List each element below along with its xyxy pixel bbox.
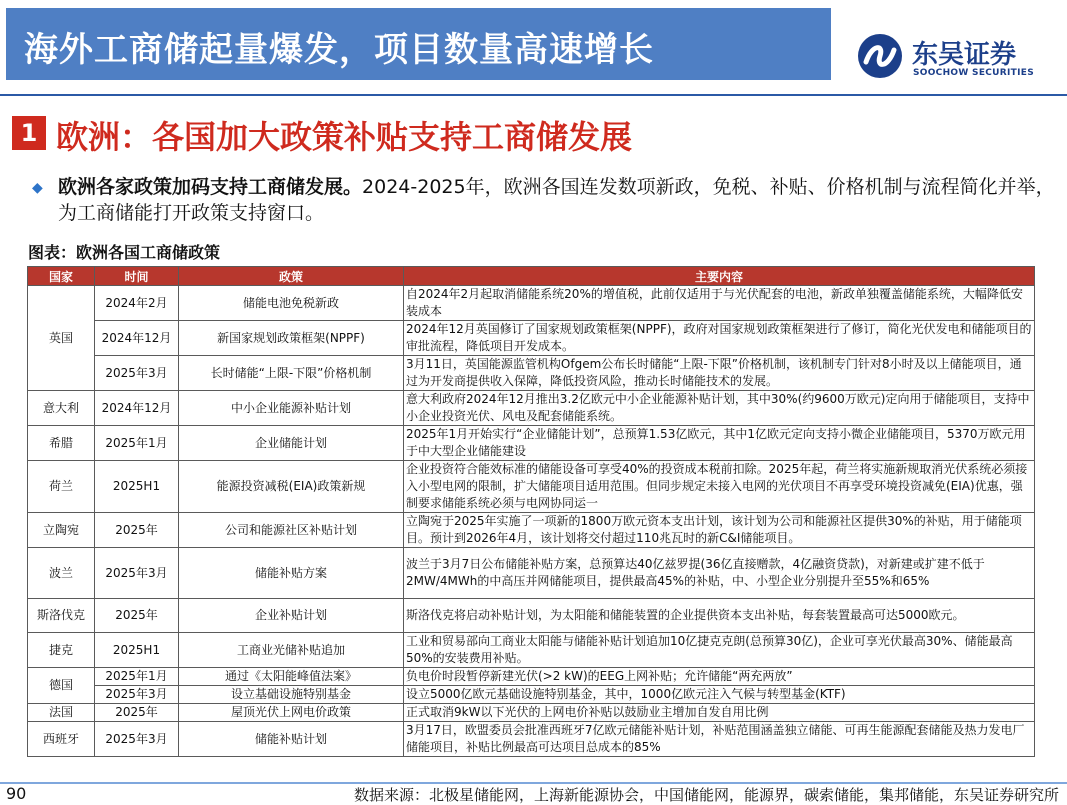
policy-table	[27, 266, 1035, 757]
table-header-row	[28, 267, 1035, 286]
bullet-text: 2024-2025年，欧洲各国连发数项新政，免税、补贴、价格机制与流程简化并举，为工商储能打开政策支持窗口。	[58, 176, 1055, 224]
summary-bullet	[58, 174, 1058, 226]
cell-content: 3月11日，英国能源监管机构Ofgem公布长时储能“上限-下限”价格机制，该机制专门针对8小时及以上储能项目，通过为开发商提供收入保障，降低投资风险，推动长时储能技术的发展。	[404, 356, 1035, 391]
cell-time: 2025年	[95, 513, 179, 548]
table-row	[28, 426, 1035, 461]
data-source: 数据来源：北极星储能网，上海新能源协会，中国储能网，能源界，碳索储能，集邦储能，东吴证券研究所	[353, 786, 1059, 804]
cell-policy: 中小企业能源补贴计划	[179, 391, 404, 426]
cell-time: 2025年3月	[95, 722, 179, 757]
cell-content: 2024年12月英国修订了国家规划政策框架(NPPF)，政府对国家规划政策框架进行了修订，简化光伏发电和储能项目的审批流程，降低项目开发成本。	[404, 321, 1035, 356]
cell-country: 英国	[28, 286, 95, 391]
cell-policy: 屋顶光伏上网电价政策	[179, 704, 404, 722]
cell-time: 2025年3月	[95, 548, 179, 599]
cell-country: 斯洛伐克	[28, 599, 95, 633]
header-content: 主要内容	[404, 267, 1035, 286]
cell-content: 立陶宛于2025年实施了一项新的1800万欧元资本支出计划，该计划为公司和能源社区提供30%的补贴，用于储能项目。预计到2026年4月，该计划将交付超过110兆瓦时的新C&I储能项目。	[404, 513, 1035, 548]
cell-policy: 能源投资减税(EIA)政策新规	[179, 461, 404, 513]
cell-content: 意大利政府2024年12月推出3.2亿欧元中小企业能源补贴计划，其中30%(约9600万欧元)定向用于储能项目，支持中小企业投资光伏、风电及配套储能系统。	[404, 391, 1035, 426]
table-row	[28, 633, 1035, 668]
cell-country: 德国	[28, 668, 95, 704]
cell-time: 2024年2月	[95, 286, 179, 321]
page-title: 海外工商储起量爆发，项目数量高速增长	[24, 30, 654, 70]
cell-time: 2024年12月	[95, 391, 179, 426]
cell-content: 设立5000亿欧元基础设施特别基金，其中，1000亿欧元注入气候与转型基金(KTF)	[404, 686, 1035, 704]
cell-content: 斯洛伐克将启动补贴计划，为太阳能和储能装置的企业提供资本支出补贴，每套装置最高可达5000欧元。	[404, 599, 1035, 633]
cell-content: 负电价时段暂停新建光伏(>2 kW)的EEG上网补贴；允许储能“两充两放”	[404, 668, 1035, 686]
table-row	[28, 722, 1035, 757]
table-row	[28, 286, 1035, 321]
cell-country: 捷克	[28, 633, 95, 668]
figure-title: 图表：欧洲各国工商储政策	[28, 243, 221, 262]
table-row	[28, 548, 1035, 599]
cell-country: 法国	[28, 704, 95, 722]
table-body	[28, 286, 1035, 757]
cell-country: 荷兰	[28, 461, 95, 513]
cell-time: 2025年3月	[95, 356, 179, 391]
cell-policy: 设立基础设施特别基金	[179, 686, 404, 704]
cell-content: 自2024年2月起取消储能系统20%的增值税，此前仅适用于与光伏配套的电池，新政单独覆盖储能系统，大幅降低安装成本	[404, 286, 1035, 321]
cell-country: 西班牙	[28, 722, 95, 757]
cell-policy: 储能补贴计划	[179, 722, 404, 757]
logo-text-en: SOOCHOW SECURITIES	[913, 68, 1034, 78]
cell-policy: 通过《太阳能峰值法案》	[179, 668, 404, 686]
bullet-lead: 欧洲各家政策加码支持工商储发展。	[58, 176, 363, 198]
table-row	[28, 668, 1035, 686]
table-row	[28, 321, 1035, 356]
title-banner	[6, 8, 831, 80]
section-title: 欧洲：各国加大政策补贴支持工商储发展	[56, 118, 633, 156]
table-row	[28, 391, 1035, 426]
cell-time: 2024年12月	[95, 321, 179, 356]
page-number: 90	[6, 784, 27, 803]
cell-time: 2025年3月	[95, 686, 179, 704]
company-logo	[856, 32, 1056, 82]
cell-policy: 企业补贴计划	[179, 599, 404, 633]
header-country: 国家	[28, 267, 95, 286]
table-row	[28, 356, 1035, 391]
cell-country: 立陶宛	[28, 513, 95, 548]
section-number-badge: 1	[12, 116, 46, 150]
cell-policy: 新国家规划政策框架(NPPF)	[179, 321, 404, 356]
cell-time: 2025H1	[95, 461, 179, 513]
table-row	[28, 599, 1035, 633]
cell-policy: 储能电池免税新政	[179, 286, 404, 321]
cell-content: 工业和贸易部向工商业太阳能与储能补贴计划追加10亿捷克克朗(总预算30亿)，企业可享光伏最高30%、储能最高50%的安装费用补贴。	[404, 633, 1035, 668]
cell-time: 2025年1月	[95, 668, 179, 686]
cell-policy: 企业储能计划	[179, 426, 404, 461]
cell-content: 正式取消9kW以下光伏的上网电价补贴以鼓励业主增加自发自用比例	[404, 704, 1035, 722]
cell-content: 2025年1月开始实行“企业储能计划”，总预算1.53亿欧元，其中1亿欧元定向支持小微企业储能项目，5370万欧元用于中大型企业储能建设	[404, 426, 1035, 461]
header-policy: 政策	[179, 267, 404, 286]
cell-time: 2025年	[95, 704, 179, 722]
cell-policy: 储能补贴方案	[179, 548, 404, 599]
header-time: 时间	[95, 267, 179, 286]
soochow-logo-icon	[856, 32, 904, 80]
table-row	[28, 686, 1035, 704]
cell-policy: 工商业光储补贴追加	[179, 633, 404, 668]
diamond-bullet-icon: ◆	[32, 180, 43, 196]
cell-content: 3月17日，欧盟委员会批准西班牙7亿欧元储能补贴计划，补贴范围涵盖独立储能、可再生能源配套储能及热力发电厂储能项目，补贴比例最高可达项目总成本的85%	[404, 722, 1035, 757]
header-divider	[0, 94, 1067, 96]
cell-time: 2025年1月	[95, 426, 179, 461]
cell-content: 企业投资符合能效标准的储能设备可享受40%的投资成本税前扣除。2025年起，荷兰将实施新规取消光伏系统必须接入小型电网的限制，扩大储能项目适用范围。但同步规定未接入电网的光伏项目不再享受环境投资减免(EIA)优惠，强制要求储能系统必须与电网协同运一	[404, 461, 1035, 513]
cell-policy: 公司和能源社区补贴计划	[179, 513, 404, 548]
cell-content: 波兰于3月7日公布储能补贴方案，总预算达40亿兹罗提(36亿直接赠款，4亿融资贷款)，对新建或扩建不低于2MW/4MWh的中高压并网储能项目，提供最高45%的补贴，中、小型企业分别提升至55%和65%	[404, 548, 1035, 599]
cell-time: 2025年	[95, 599, 179, 633]
cell-policy: 长时储能“上限-下限”价格机制	[179, 356, 404, 391]
table-row	[28, 461, 1035, 513]
cell-country: 希腊	[28, 426, 95, 461]
cell-country: 意大利	[28, 391, 95, 426]
table-row	[28, 704, 1035, 722]
logo-text-cn: 东吴证券	[912, 40, 1017, 70]
table-row	[28, 513, 1035, 548]
cell-time: 2025H1	[95, 633, 179, 668]
cell-country: 波兰	[28, 548, 95, 599]
